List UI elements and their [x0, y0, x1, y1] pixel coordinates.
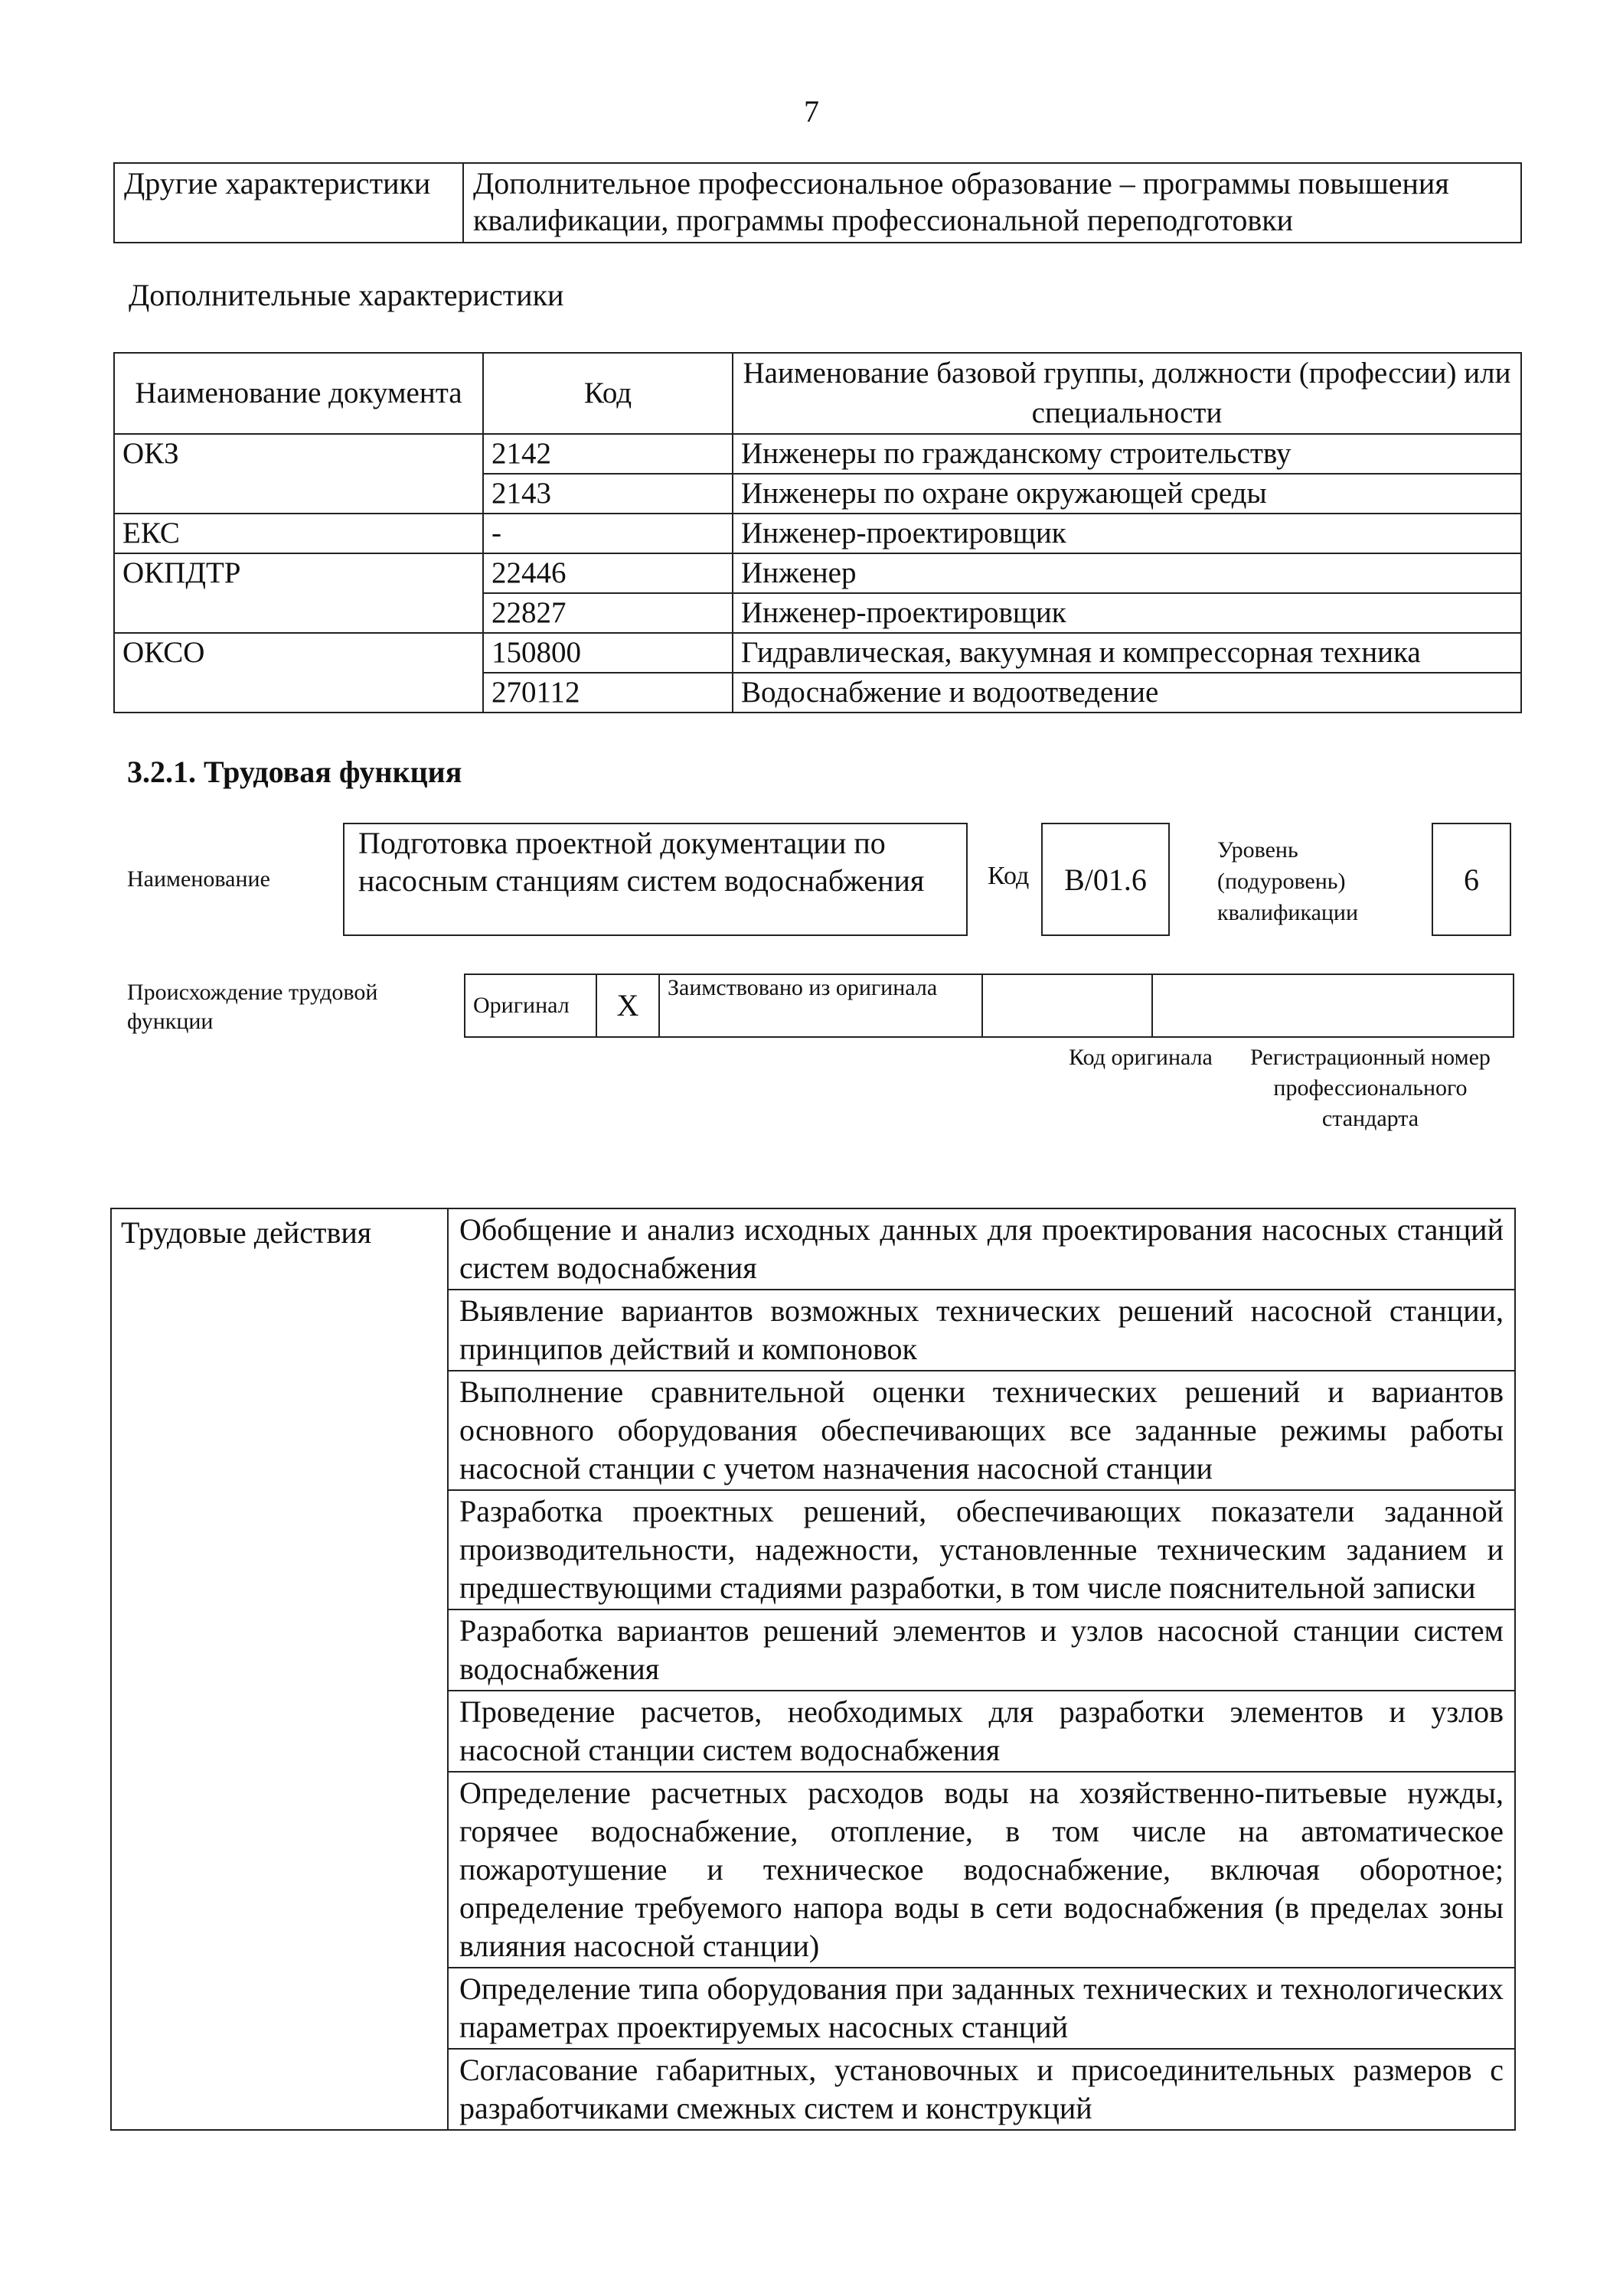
original-label: Оригинал [465, 974, 596, 1037]
original-mark: X [596, 974, 659, 1037]
table-row [114, 514, 1521, 553]
page-number: 7 [804, 94, 819, 129]
doc-cell: ОКЗ [114, 434, 483, 514]
list-item: Проведение расчетов, необходимых для разработки элементов и узлов насосной станции систем водоснабжения [448, 1691, 1515, 1772]
name-cell: Водоснабжение и водоотведение [733, 673, 1521, 713]
code-cell: 270112 [483, 673, 733, 713]
original-code-caption: Код оригинала [1069, 1045, 1213, 1070]
list-item: Определение расчетных расходов воды на хозяйственно-питьевые нужды, горячее водоснабжение, отопление, в том числе на автоматическое пожаротушение и техническое водоснабжение, включая оборотное; определение требуемого напора воды в сети водоснабжения (в пределах зоны влияния насосной станции) [448, 1772, 1515, 1968]
labour-actions-table [110, 1208, 1516, 2131]
other-characteristics-value: Дополнительное профессиональное образование – программы повышения квалификации, программы профессиональной переподготовки [463, 163, 1521, 243]
name-cell: Инженер [733, 553, 1521, 593]
name-cell: Инженеры по охране окружающей среды [733, 474, 1521, 514]
table-row [114, 633, 1521, 673]
labour-function-heading: 3.2.1. Трудовая функция [127, 755, 462, 789]
header-name: Наименование базовой группы, должности (профессии) или специальности [733, 353, 1521, 434]
doc-cell: ЕКС [114, 514, 483, 553]
borrowed-label: Заимствовано из оригинала [659, 974, 982, 1037]
list-item: Обобщение и анализ исходных данных для проектирования насосных станций систем водоснабжения [448, 1208, 1515, 1290]
name-cell: Инженеры по гражданскому строительству [733, 434, 1521, 474]
function-code-box: B/01.6 [1041, 823, 1170, 936]
code-cell: 2142 [483, 434, 733, 474]
doc-cell: ОКПДТР [114, 553, 483, 633]
list-item: Разработка проектных решений, обеспечивающих показатели заданной производительности, надежности, установленные техническим заданием и предшествующими стадиями разработки, в том числе пояснительной записки [448, 1490, 1515, 1609]
origin-label: Происхождение трудовой функции [127, 980, 378, 1034]
doc-cell: ОКСО [114, 633, 483, 713]
list-item: Разработка вариантов решений элементов и узлов насосной станции систем водоснабжения [448, 1609, 1515, 1691]
name-cell: Инженер-проектировщик [733, 514, 1521, 553]
code-cell: - [483, 514, 733, 553]
origin-table [464, 974, 1514, 1038]
list-item: Выявление вариантов возможных технических решений насосной станции, принципов действий и компоновок [448, 1290, 1515, 1371]
code-cell: 22446 [483, 553, 733, 593]
level-label: Уровень (подуровень) квалификации [1217, 837, 1359, 925]
name-cell: Инженер-проектировщик [733, 593, 1521, 633]
code-label: Код [988, 862, 1030, 890]
reg-number-caption: Регистрационный номер профессионального стандарта [1250, 1045, 1491, 1131]
qualification-level-box: 6 [1432, 823, 1511, 936]
header-code: Код [483, 353, 733, 434]
reg-number-cell [1152, 974, 1514, 1037]
function-name-box: Подготовка проектной документации по насосным станциям систем водоснабжения [343, 823, 968, 936]
additional-characteristics-table [113, 352, 1522, 713]
list-item: Определение типа оборудования при заданных технических и технологических параметрах проектируемых насосных станций [448, 1968, 1515, 2049]
list-item: Выполнение сравнительной оценки технических решений и вариантов основного оборудования обеспечивающих все заданные режимы работы насосной станции с учетом назначения насосной станции [448, 1371, 1515, 1490]
original-code-cell [982, 974, 1152, 1037]
code-cell: 22827 [483, 593, 733, 633]
other-characteristics-table [113, 162, 1522, 243]
table-row [114, 434, 1521, 474]
labour-actions-label: Трудовые действия [111, 1208, 448, 2130]
code-cell: 150800 [483, 633, 733, 673]
list-item: Согласование габаритных, установочных и присоединительных размеров с разработчиками смежных систем и конструкций [448, 2049, 1515, 2130]
code-cell: 2143 [483, 474, 733, 514]
name-label: Наименование [127, 866, 270, 892]
other-characteristics-label: Другие характеристики [114, 163, 463, 243]
name-cell: Гидравлическая, вакуумная и компрессорная техника [733, 633, 1521, 673]
table-row [114, 553, 1521, 593]
header-document: Наименование документа [114, 353, 483, 434]
additional-characteristics-title: Дополнительные характеристики [129, 278, 564, 312]
